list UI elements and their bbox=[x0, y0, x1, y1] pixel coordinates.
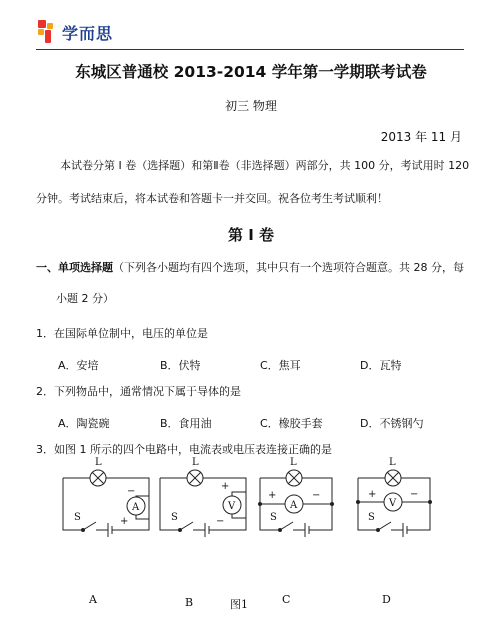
figure-caption: 图1 bbox=[230, 598, 248, 611]
header-rule bbox=[36, 49, 464, 50]
circuit-label-d: D bbox=[382, 593, 391, 606]
question-2-stem: 2．下列物品中，通常情况下属于导体的是 bbox=[36, 385, 241, 398]
logo-icon bbox=[36, 20, 58, 44]
part-desc-cont: 小题 2 分） bbox=[56, 292, 114, 305]
exam-title: 东城区普通校 2013-2014 学年第一学期联考试卷 bbox=[75, 63, 427, 81]
question-1-stem: 1．在国际单位制中，电压的单位是 bbox=[36, 327, 208, 340]
circuit-label-b: B bbox=[185, 596, 194, 609]
q1-option-d: D．瓦特 bbox=[360, 359, 402, 372]
intro-line-2: 分钟。考试结束后，将本试卷和答题卡一并交回。祝各位考生考试顺利！ bbox=[36, 192, 388, 205]
intro-line-1: 本试卷分第 I 卷（选择题）和第Ⅱ卷（非选择题）两部分，共 100 分，考试用时 120 bbox=[60, 159, 470, 172]
meter-label: V bbox=[228, 501, 236, 512]
logo-text: 学而思 bbox=[62, 23, 114, 43]
part-name: 单项选择题 bbox=[58, 261, 113, 274]
minus-label: − bbox=[312, 490, 321, 501]
part-header bbox=[36, 261, 464, 275]
minus-label: − bbox=[127, 486, 136, 497]
meter-label: A bbox=[290, 500, 298, 511]
q1-option-c: C．焦耳 bbox=[260, 359, 301, 372]
circuit-label-c: C bbox=[282, 593, 291, 606]
minus-label: − bbox=[216, 516, 225, 527]
q2-option-c: C．橡胶手套 bbox=[260, 417, 323, 430]
q1-option-b: B．伏特 bbox=[160, 359, 201, 372]
lamp-label: L bbox=[95, 457, 102, 468]
switch-label: S bbox=[368, 512, 375, 523]
circuit-label-a: A bbox=[89, 593, 97, 606]
lamp-label: L bbox=[290, 457, 297, 468]
plus-label: + bbox=[268, 490, 277, 501]
lamp-label: L bbox=[192, 457, 199, 468]
q1-option-a: A．安培 bbox=[58, 359, 99, 372]
q2-option-a: A．陶瓷碗 bbox=[58, 417, 110, 430]
exam-subject: 初三 物理 bbox=[225, 99, 277, 113]
part-desc: （下列各小题均有四个选项，其中只有一个选项符合题意。共 28 分，每 bbox=[113, 261, 464, 274]
switch-label: S bbox=[74, 512, 81, 523]
q2-option-d: D．不锈钢勺 bbox=[360, 417, 424, 430]
part-prefix: 一、 bbox=[36, 261, 58, 274]
plus-label: + bbox=[120, 516, 129, 527]
exam-date: 2013 年 11 月 bbox=[380, 130, 462, 144]
plus-label: + bbox=[368, 489, 377, 500]
brand-logo bbox=[36, 18, 113, 46]
switch-label: S bbox=[270, 512, 277, 523]
q2-option-b: B．食用油 bbox=[160, 417, 212, 430]
minus-label: − bbox=[410, 489, 419, 500]
meter-label: V bbox=[389, 498, 397, 509]
meter-label: A bbox=[132, 502, 140, 513]
lamp-label: L bbox=[389, 457, 396, 468]
question-3-stem: 3．如图 1 所示的四个电路中，电流表或电压表连接正确的是 bbox=[36, 443, 332, 456]
switch-label: S bbox=[171, 512, 178, 523]
plus-label: + bbox=[221, 481, 230, 492]
section-title: 第 I 卷 bbox=[227, 226, 275, 244]
circuit-figure bbox=[0, 452, 502, 572]
